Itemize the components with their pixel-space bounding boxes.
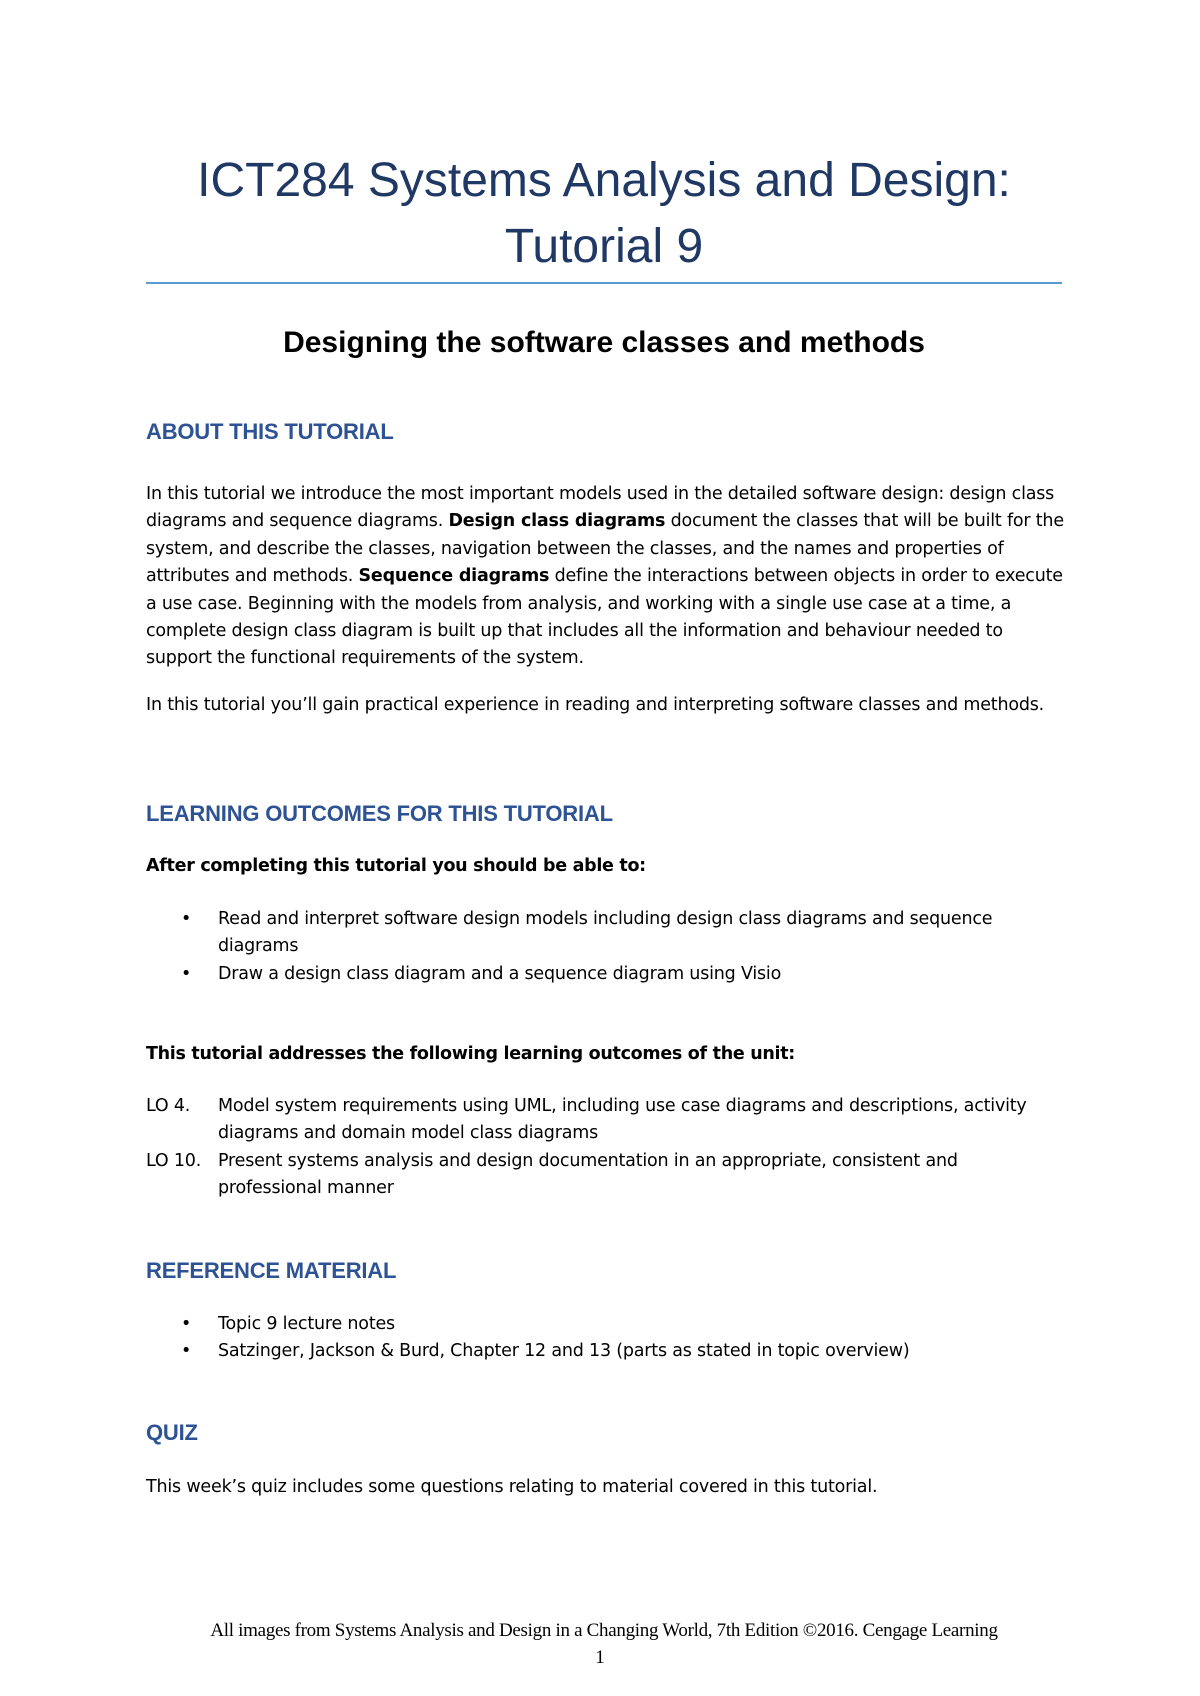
unit-outcomes-lead: This tutorial addresses the following learning outcomes of the unit: xyxy=(146,1044,795,1064)
list-item xyxy=(146,1338,1066,1365)
page-number: 1 xyxy=(595,1647,605,1668)
title-underline xyxy=(146,282,1062,284)
learning-outcomes-heading: LEARNING OUTCOMES FOR THIS TUTORIAL xyxy=(146,801,613,826)
list-item-text: Read and interpret software design models including design class diagrams and sequence diagrams xyxy=(218,909,993,957)
design-class-diagrams-term: Design class diagrams xyxy=(448,511,666,532)
title-line-2: Tutorial 9 xyxy=(504,220,704,273)
lo-code: LO 10. xyxy=(146,1150,202,1171)
about-paragraph-2: In this tutorial you’ll gain practical experience in reading and interpreting software classes and methods. xyxy=(146,695,1045,715)
sequence-diagrams-term: Sequence diagrams xyxy=(358,566,550,587)
quiz-text: This week’s quiz includes some questions relating to material covered in this tutorial. xyxy=(146,1477,878,1497)
bullet-icon: • xyxy=(181,963,192,984)
reference-list xyxy=(146,1311,1066,1366)
list-item-text: Satzinger, Jackson & Burd, Chapter 12 and 13 (parts as stated in topic overview) xyxy=(218,1341,910,1362)
bullet-icon: • xyxy=(181,909,192,929)
list-item xyxy=(146,1148,1066,1203)
learning-outcomes-list xyxy=(146,906,1066,988)
list-item xyxy=(146,906,1066,961)
lo-code: LO 4. xyxy=(146,1096,191,1116)
bullet-icon: • xyxy=(181,1314,192,1334)
unit-outcomes-list xyxy=(146,1093,1066,1203)
about-heading: ABOUT THIS TUTORIAL xyxy=(146,419,394,444)
bullet-icon: • xyxy=(181,1341,192,1362)
title-line-1: ICT284 Systems Analysis and Design: xyxy=(197,154,1011,207)
lo-text: Model system requirements using UML, including use case diagrams and descriptions, activity diagrams and domain model class diagrams xyxy=(218,1096,1027,1144)
about-paragraph-1 xyxy=(146,481,1066,673)
about-text-2: document the classes that will be built for the system, and describe the classes, navigation between the classes, and the names and properties of attributes and methods. xyxy=(146,511,1064,587)
document-title xyxy=(146,148,1062,280)
learning-outcomes-lead: After completing this tutorial you should be able to: xyxy=(146,856,646,876)
list-item xyxy=(146,1311,1066,1338)
list-item xyxy=(146,1093,1066,1148)
reference-heading: REFERENCE MATERIAL xyxy=(146,1258,397,1283)
about-text-1: In this tutorial we introduce the most important models used in the detailed software design: design class diagrams and sequence diagrams. xyxy=(146,484,1055,532)
lo-text: Present systems analysis and design documentation in an appropriate, consistent and professional manner xyxy=(218,1150,958,1199)
list-item xyxy=(146,961,1066,988)
list-item-text: Topic 9 lecture notes xyxy=(218,1314,395,1334)
about-text-3: define the interactions between objects in order to execute a use case. Beginning with the models from analysis, and working with a single use case at a time, a complete design class diagram is built up that includes all the information and behaviour needed to support the functional requirements of the system. xyxy=(146,566,1063,669)
document-subtitle: Designing the software classes and methods xyxy=(283,326,925,359)
footer-note: All images from Systems Analysis and Design in a Changing World, 7th Edition ©2016. Cengage Learning xyxy=(210,1620,998,1641)
quiz-heading: QUIZ xyxy=(146,1420,198,1445)
list-item-text: Draw a design class diagram and a sequence diagram using Visio xyxy=(218,963,782,984)
